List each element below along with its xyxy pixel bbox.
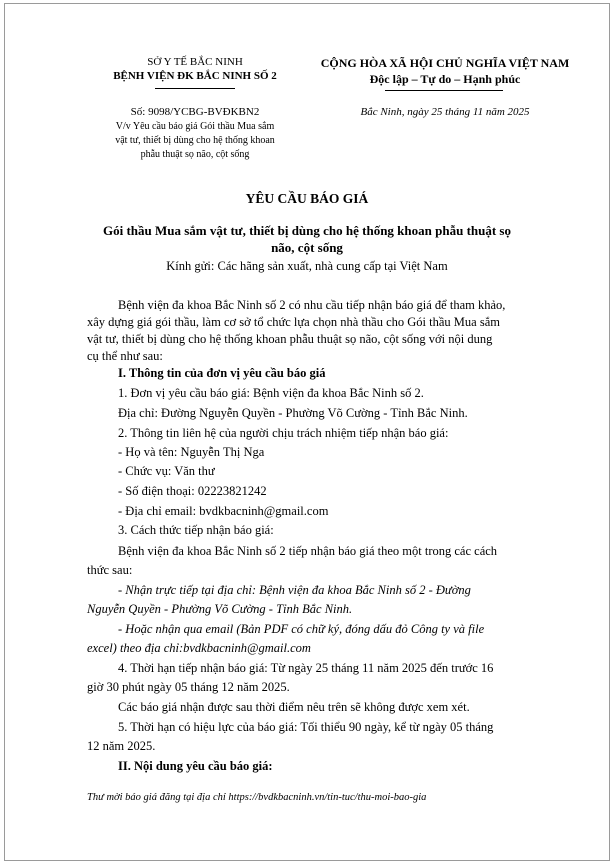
requesting-unit: 1. Đơn vị yêu cầu báo giá: Bệnh viện đa khoa Bắc Ninh số 2. — [118, 386, 424, 400]
deadline-line-1: 4. Thời hạn tiếp nhận báo giá: Từ ngày 25 tháng 11 năm 2025 đến trước 16 — [118, 661, 494, 675]
methods-intro-line-2: thức sau: — [87, 563, 133, 577]
unit-address: Địa chỉ: Đường Nguyễn Quyền - Phường Võ Cường - Tỉnh Bắc Ninh. — [118, 406, 468, 420]
contact-position: - Chức vụ: Văn thư — [118, 464, 215, 478]
hospital-name: BỆNH VIỆN ĐK BẮC NINH SỐ 2 — [113, 70, 277, 82]
recipient: Kính gửi: Các hãng sản xuất, nhà cung cấp tại Việt Nam — [166, 259, 448, 273]
contact-info-heading: 2. Thông tin liên hệ của người chịu trách nhiệm tiếp nhận báo giá: — [118, 426, 449, 440]
nation-motto: Độc lập – Tự do – Hạnh phúc — [369, 72, 521, 86]
right-header-rule — [385, 90, 503, 91]
section-1-heading: I. Thông tin của đơn vị yêu cầu báo giá — [118, 366, 326, 380]
subtitle-line-1: Gói thầu Mua sắm vật tư, thiết bị dùng cho hệ thống khoan phẫu thuật sọ — [102, 223, 511, 238]
contact-email: - Địa chỉ email: bvdkbacninh@gmail.com — [118, 504, 329, 518]
contact-phone: - Số điện thoại: 02223821242 — [118, 484, 267, 498]
validity-line-1: 5. Thời hạn có hiệu lực của báo giá: Tối thiểu 90 ngày, kể từ ngày 05 tháng — [118, 720, 494, 734]
receiving-method-heading: 3. Cách thức tiếp nhận báo giá: — [118, 523, 274, 537]
late-quote-note: Các báo giá nhận được sau thời điểm nêu trên sẽ không được xem xét. — [118, 700, 470, 714]
subject-line-2: vật tư, thiết bị dùng cho hệ thống khoan — [115, 135, 275, 146]
document-number: Số: 9098/YCBG-BVĐKBN2 — [130, 106, 260, 118]
contact-name: - Họ và tên: Nguyễn Thị Nga — [118, 445, 265, 459]
subject-line-3: phẫu thuật sọ não, cột sống — [140, 149, 250, 160]
section-2-heading: II. Nội dung yêu cầu báo giá: — [118, 759, 273, 773]
subject-line-1: V/v Yêu cầu báo giá Gói thầu Mua sắm — [115, 121, 275, 132]
methods-intro-line-1: Bệnh viện đa khoa Bắc Ninh số 2 tiếp nhận báo giá theo một trong các cách — [118, 544, 498, 558]
deadline-line-2: giờ 30 phút ngày 05 tháng 12 năm 2025. — [87, 680, 290, 694]
method-direct-line-2: Nguyễn Quyền - Phường Võ Cường - Tỉnh Bắc Ninh. — [87, 602, 353, 616]
left-header-rule — [155, 88, 235, 89]
document-title: YÊU CẦU BÁO GIÁ — [245, 191, 369, 206]
method-email-line-2: excel) theo địa chỉ:bvdkbacninh@gmail.com — [87, 641, 311, 655]
intro-line-1: Bệnh viện đa khoa Bắc Ninh số 2 có nhu cầu tiếp nhận báo giá để tham khảo, — [118, 298, 506, 312]
method-direct-line-1: - Nhận trực tiếp tại địa chỉ: Bệnh viện đa khoa Bắc Ninh số 2 - Đường — [118, 583, 471, 597]
subtitle-line-2: não, cột sống — [271, 240, 343, 255]
intro-line-3: vật tư, thiết bị dùng cho hệ thống khoan phẫu thuật sọ não, cột sống với nội dung — [87, 332, 493, 346]
agency-name: SỞ Y TẾ BẮC NINH — [147, 56, 243, 68]
intro-line-2: xây dựng giá gói thầu, làm cơ sở tổ chức lựa chọn nhà thầu cho Gói thầu Mua sắm — [87, 315, 500, 329]
intro-line-4: cụ thể như sau: — [87, 349, 163, 363]
method-email-line-1: - Hoặc nhận qua email (Bản PDF có chữ ký, đóng dấu đỏ Công ty và file — [118, 622, 485, 636]
footer-note: Thư mời báo giá đăng tại địa chỉ https://bvdkbacninh.vn/tin-tuc/thu-moi-bao-gia — [87, 792, 427, 803]
date-place: Bắc Ninh, ngày 25 tháng 11 năm 2025 — [360, 106, 530, 118]
nation-title: CỘNG HÒA XÃ HỘI CHỦ NGHĨA VIỆT NAM — [320, 56, 570, 70]
validity-line-2: 12 năm 2025. — [87, 739, 156, 753]
